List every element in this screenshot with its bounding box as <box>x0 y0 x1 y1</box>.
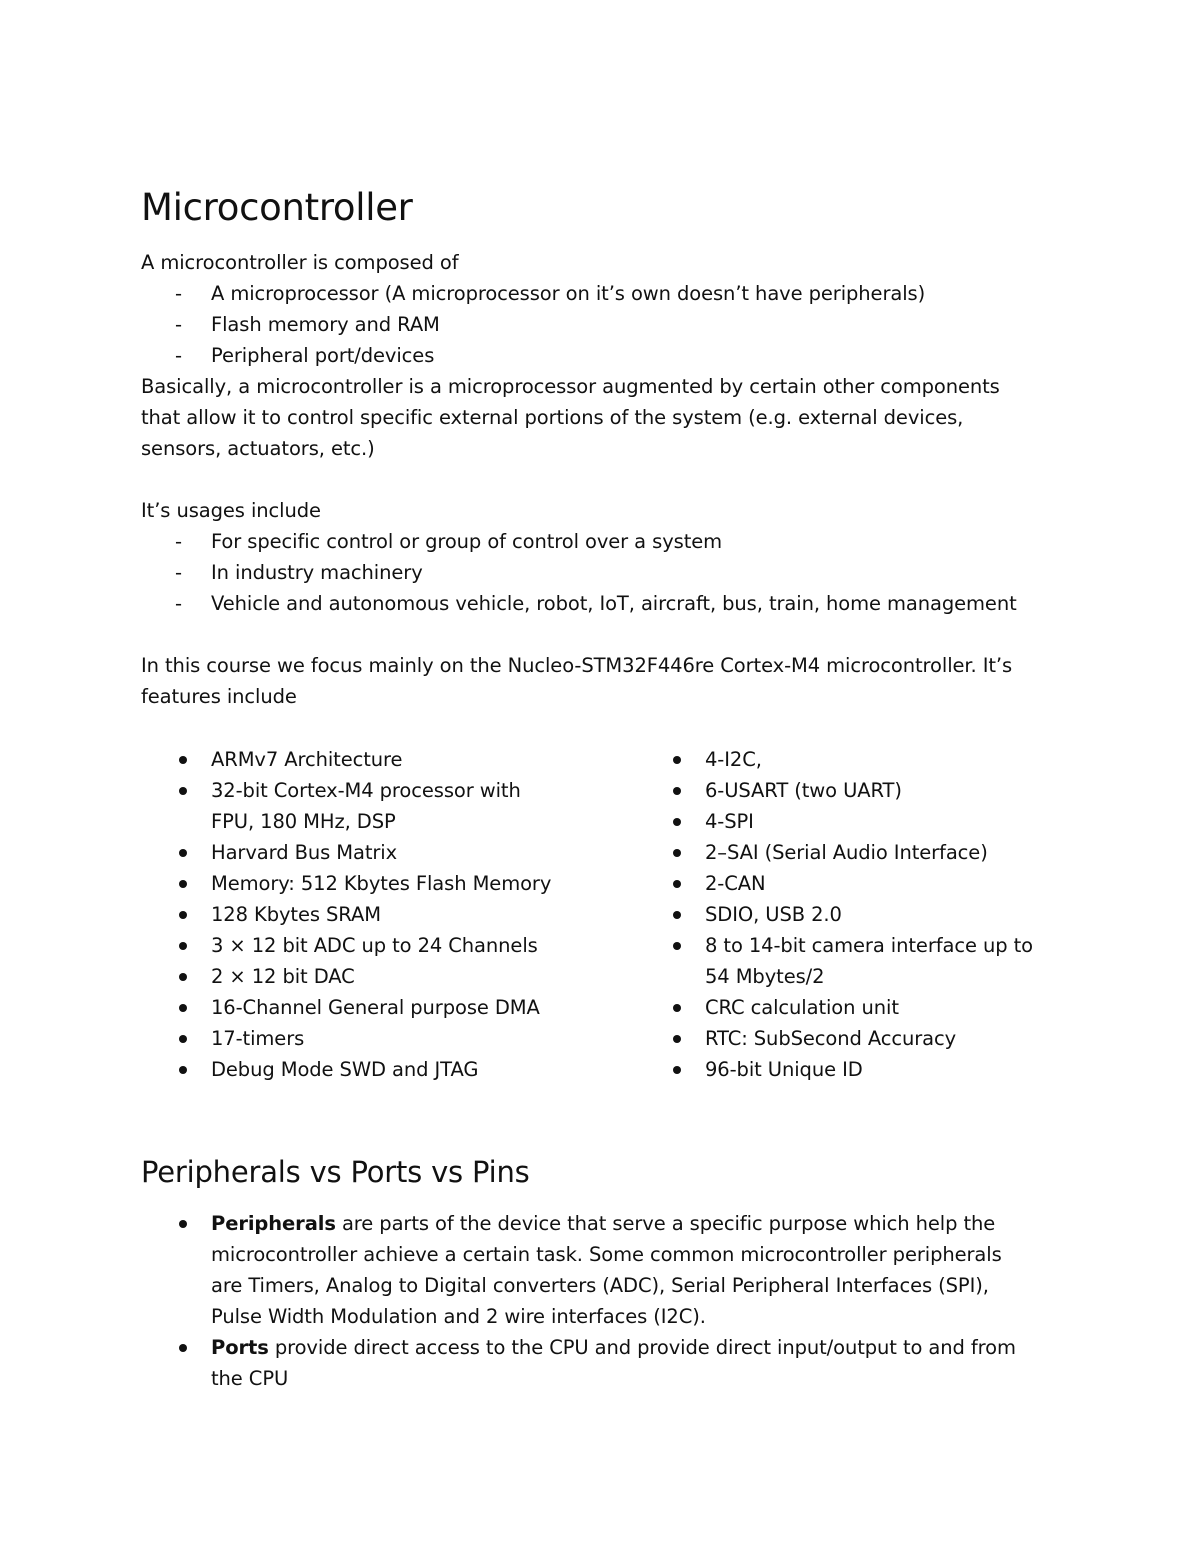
list-item: 16-Channel General purpose DMA <box>141 992 611 1023</box>
dash-marker: - <box>175 530 182 553</box>
bullet-icon <box>179 756 187 764</box>
section-title: Peripherals vs Ports vs Pins <box>141 1155 530 1189</box>
bullet-icon <box>179 880 187 888</box>
features-list-left <box>141 744 611 1085</box>
list-item: 2-CAN <box>635 868 1055 899</box>
list-item: 4-I2C, <box>635 744 1055 775</box>
bullet-icon <box>179 849 187 857</box>
components-list <box>141 278 1061 371</box>
list-item: 3 × 12 bit ADC up to 24 Channels <box>141 930 611 961</box>
list-item: - For specific control or group of control over a system <box>141 526 1061 557</box>
bullet-icon <box>673 1004 681 1012</box>
bullet-icon <box>179 787 187 795</box>
list-item: - Flash memory and RAM <box>141 309 1061 340</box>
dash-marker: - <box>175 344 182 367</box>
features-list-right <box>635 744 1055 1085</box>
summary-line: that allow it to control specific external portions of the system (e.g. external devices, <box>141 406 964 429</box>
bullet-icon <box>179 1004 187 1012</box>
intro-text: A microcontroller is composed of <box>141 251 459 274</box>
list-item: 32-bit Cortex-M4 processor with FPU, 180 MHz, DSP <box>141 775 611 837</box>
bullet-icon <box>673 1066 681 1074</box>
intro-block <box>141 247 1061 464</box>
list-item: 128 Kbytes SRAM <box>141 899 611 930</box>
dash-marker: - <box>175 313 182 336</box>
bullet-icon <box>179 1220 187 1228</box>
bullet-icon <box>179 1344 187 1352</box>
list-item: Debug Mode SWD and JTAG <box>141 1054 611 1085</box>
dash-marker: - <box>175 561 182 584</box>
list-item: Harvard Bus Matrix <box>141 837 611 868</box>
bullet-icon <box>673 756 681 764</box>
list-item: - A microprocessor (A microprocessor on it’s own doesn’t have peripherals) <box>141 278 1061 309</box>
usages-intro: It’s usages include <box>141 499 321 522</box>
bullet-icon <box>179 973 187 981</box>
bullet-icon <box>673 1035 681 1043</box>
summary-line: Basically, a microcontroller is a microprocessor augmented by certain other components <box>141 375 1000 398</box>
dash-marker: - <box>175 282 182 305</box>
list-item: Memory: 512 Kbytes Flash Memory <box>141 868 611 899</box>
bullet-icon <box>673 849 681 857</box>
bullet-icon <box>179 1066 187 1074</box>
course-paragraph <box>141 650 1061 712</box>
list-item: ARMv7 Architecture <box>141 744 611 775</box>
dash-marker: - <box>175 592 182 615</box>
list-item: 2–SAI (Serial Audio Interface) <box>635 837 1055 868</box>
list-item: 6-USART (two UART) <box>635 775 1055 806</box>
list-item: - In industry machinery <box>141 557 1061 588</box>
list-item: - Vehicle and autonomous vehicle, robot, IoT, aircraft, bus, train, home management <box>141 588 1061 619</box>
bullet-icon <box>673 880 681 888</box>
bullet-icon <box>673 942 681 950</box>
term-label: Ports <box>211 1336 269 1359</box>
list-item: 8 to 14-bit camera interface up to 54 Mbytes/2 <box>635 930 1055 992</box>
summary-line: sensors, actuators, etc.) <box>141 437 375 460</box>
page-title: Microcontroller <box>141 186 413 229</box>
bullet-icon <box>179 942 187 950</box>
term-label: Peripherals <box>211 1212 336 1235</box>
list-item: SDIO, USB 2.0 <box>635 899 1055 930</box>
bullet-icon <box>673 911 681 919</box>
list-item: 4-SPI <box>635 806 1055 837</box>
list-item: 17-timers <box>141 1023 611 1054</box>
usages-block <box>141 495 1061 619</box>
list-item: Ports provide direct access to the CPU and provide direct input/output to and from the CPU <box>141 1332 1061 1394</box>
bullet-icon <box>179 1035 187 1043</box>
usages-list <box>141 526 1061 619</box>
list-item: 2 × 12 bit DAC <box>141 961 611 992</box>
course-line: In this course we focus mainly on the Nucleo-STM32F446re Cortex-M4 microcontroller. It’s <box>141 654 1013 677</box>
list-item: RTC: SubSecond Accuracy <box>635 1023 1055 1054</box>
list-item: - Peripheral port/devices <box>141 340 1061 371</box>
bullet-icon <box>673 787 681 795</box>
course-line: features include <box>141 685 297 708</box>
list-item: Peripherals are parts of the device that serve a specific purpose which help the microcontroller achieve a certain task. Some common microcontroller peripherals are Timers, Analog to Digital converters (ADC), Serial Peripheral Interfaces (SPI), Pulse Width Modulation and 2 wire interfaces (I2C). <box>141 1208 1061 1332</box>
list-item: 96-bit Unique ID <box>635 1054 1055 1085</box>
definitions-list <box>141 1208 1061 1394</box>
bullet-icon <box>179 911 187 919</box>
list-item: CRC calculation unit <box>635 992 1055 1023</box>
bullet-icon <box>673 818 681 826</box>
